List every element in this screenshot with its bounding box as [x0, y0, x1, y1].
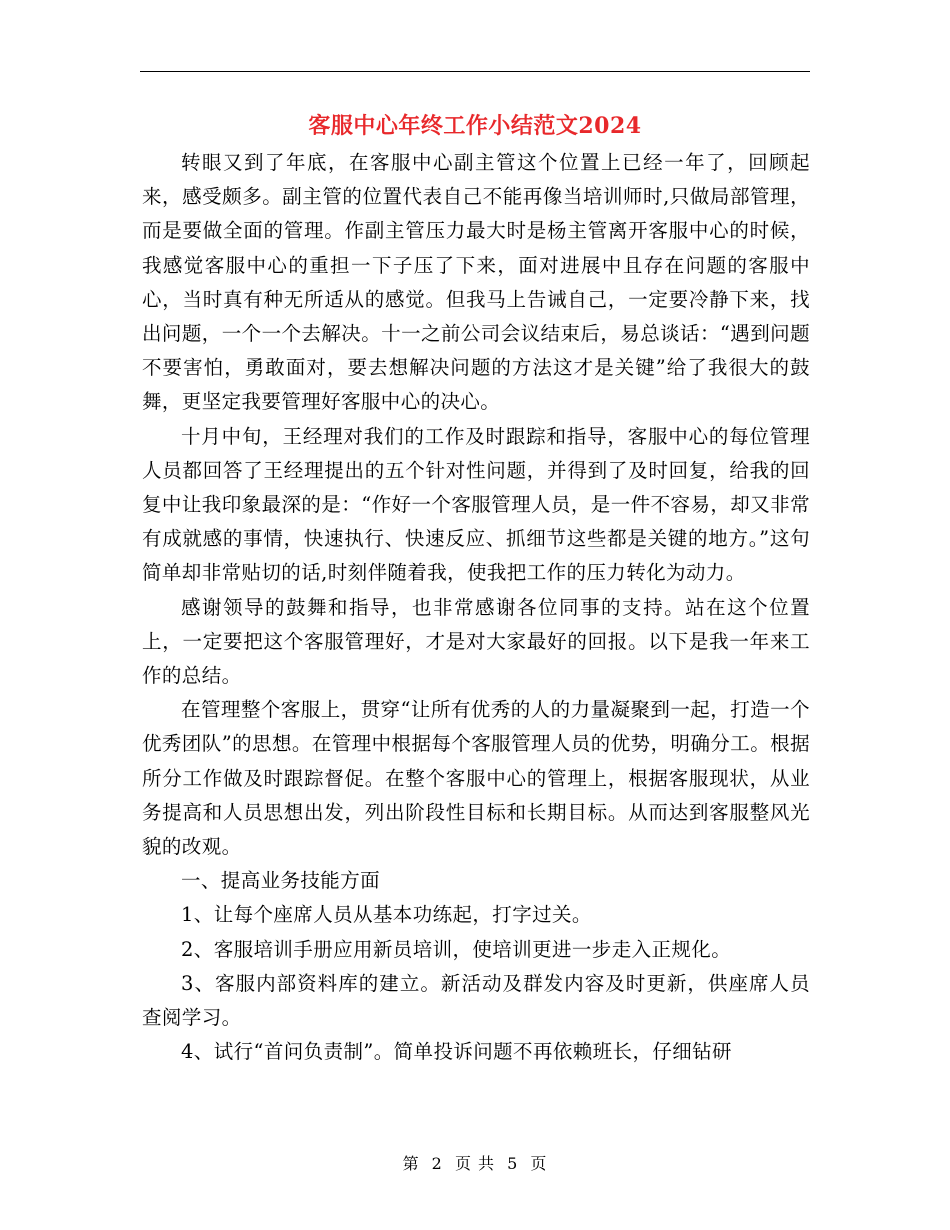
footer-middle: 页 共 — [454, 1154, 496, 1173]
document-title: 客服中心年终工作小结范文2024 — [308, 113, 642, 139]
current-page-number: 2 — [431, 1154, 443, 1173]
paragraph: 感谢领导的鼓舞和指导，也非常感谢各位同事的支持。站在这个位置上，一定要把这个客服管理好，才是对大家最好的回报。以下是我一年来工作的总结。 — [142, 595, 810, 688]
footer-prefix: 第 — [402, 1154, 420, 1173]
list-item: 3、客服内部资料库的建立。新活动及群发内容及时更新，供座席人员查阅学习。 — [142, 971, 810, 1030]
page-footer — [0, 1152, 950, 1176]
list-item: 4、试行“首问负责制”。简单投诉问题不再依赖班长，仔细钻研 — [181, 1040, 732, 1064]
paragraph: 转眼又到了年底，在客服中心副主管这个位置上已经一年了，回顾起来，感受颇多。副主管的位置代表自己不能再像当培训师时,只做局部管理，而是要做全面的管理。作副主管压力最大时是杨主管离开客服中心的时候，我感觉客服中心的重担一下子压了下来，面对进展中且存在问题的客服中心，当时真有种无所适从的感觉。但我马上告诫自己，一定要冷静下来，找出问题，一个一个去解决。十一之前公司会议结束后，易总谈话：“遇到问题不要害怕，勇敢面对，要去想解决问题的方法这才是关键”给了我很大的鼓舞，更坚定我要管理好客服中心的决心。 — [142, 151, 810, 414]
paragraph: 十月中旬，王经理对我们的工作及时跟踪和指导，客服中心的每位管理人员都回答了王经理提出的五个针对性问题，并得到了及时回复，给我的回复中让我印象最深的是：“作好一个客服管理人员，是一件不容易，却又非常有成就感的事情，快速执行、快速反应、抓细节这些都是关键的地方。”这句简单却非常贴切的话,时刻伴随着我，使我把工作的压力转化为动力。 — [142, 424, 810, 585]
header-rule — [140, 71, 810, 72]
total-pages-number: 5 — [507, 1154, 519, 1173]
section-heading: 一、提高业务技能方面 — [181, 869, 381, 893]
list-item: 1、让每个座席人员从基本功练起，打字过关。 — [181, 903, 592, 927]
footer-suffix: 页 — [530, 1154, 548, 1173]
paragraph: 在管理整个客服上，贯穿“让所有优秀的人的力量凝聚到一起，打造一个优秀团队”的思想。在管理中根据每个客服管理人员的优势，明确分工。根据所分工作做及时跟踪督促。在整个客服中心的管理上，根据客服现状，从业务提高和人员思想出发，列出阶段性目标和长期目标。从而达到客服整风光貌的改观。 — [142, 698, 810, 859]
document-body — [142, 146, 810, 1069]
list-item: 2、客服培训手册应用新员培训，使培训更进一步走入正规化。 — [181, 937, 732, 961]
